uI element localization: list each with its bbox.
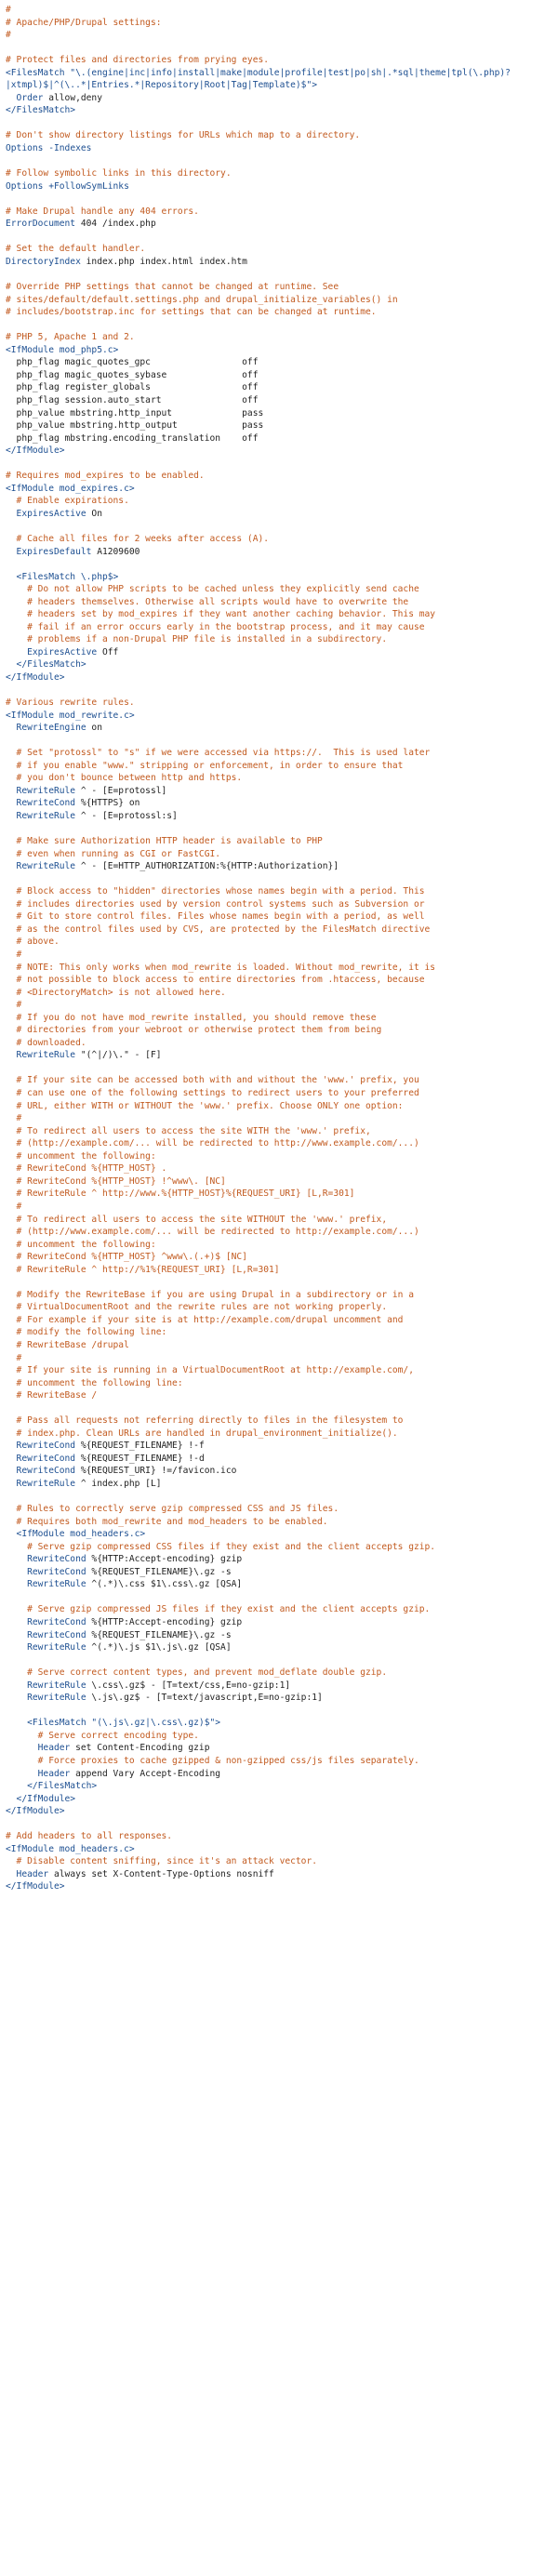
directive-arguments: %{REQUEST_FILENAME} !-d (75, 1453, 205, 1464)
directive-line (6, 1641, 552, 1654)
directive-keyword: RewriteCond (6, 1441, 76, 1452)
comment-line: # If your site is running in a VirtualDocumentRoot at http://example.com/, (6, 1365, 414, 1376)
directive-keyword: Options (6, 180, 44, 192)
blank-line (6, 684, 552, 697)
tag-line: <FilesMatch "\.(engine|inc|info|install|make|module|profile|test|po|sh|.*sql|theme|tpl(\.php)? (6, 67, 511, 78)
php-setting-line: php_flag mbstring.encoding_translation off (6, 432, 259, 444)
directive-arguments: ^(.*)\.js $1\.js\.gz [QSA] (86, 1642, 232, 1653)
directive-keyword: Header (6, 1743, 71, 1754)
directive-arguments: %{HTTPS} on (75, 798, 140, 809)
comment-line: # Add headers to all responses. (6, 1831, 173, 1842)
blank-line (6, 231, 552, 244)
comment-line: # (6, 1000, 22, 1011)
comment-line: # RewriteBase /drupal (6, 1339, 129, 1350)
directive-arguments: ^ - [E=HTTP_AUTHORIZATION:%{HTTP:Authorization}] (75, 861, 339, 872)
directive-keyword: RewriteRule (6, 1693, 86, 1704)
directive-keyword: DirectoryIndex (6, 256, 81, 267)
directive-keyword: RewriteCond (6, 1466, 76, 1477)
comment-line: # headers themselves. Otherwise all scripts would have to overwrite the (6, 596, 409, 607)
directive-arguments: ^ - [E=protossl:s] (75, 811, 178, 821)
comment-line: # index.php. Clean URLs are handled in drupal_environment_initialize(). (6, 1427, 398, 1439)
comment-line: # Requires mod_expires to be enabled. (6, 471, 205, 482)
php-setting-line: php_flag session.auto_start off (6, 394, 259, 405)
blank-line (6, 1818, 552, 1831)
blank-line (6, 458, 552, 471)
directive-keyword: RewriteRule (6, 1680, 86, 1691)
directive-line (6, 1465, 552, 1478)
comment-line: # Override PHP settings that cannot be changed at runtime. See (6, 282, 339, 293)
directive-line (6, 646, 552, 659)
comment-line: # (6, 30, 11, 41)
directive-line (6, 722, 552, 735)
comment-line: # Serve correct encoding type. (6, 1730, 199, 1741)
directive-line (6, 142, 552, 155)
directive-arguments: ^(.*)\.css $1\.css\.gz [QSA] (86, 1579, 243, 1590)
blank-line (6, 268, 552, 281)
directive-keyword: Order (6, 92, 44, 103)
directive-arguments: %{REQUEST_FILENAME}\.gz -s (86, 1566, 232, 1577)
directive-arguments: append Vary Accept-Encoding (70, 1768, 221, 1779)
blank-line (6, 42, 552, 55)
directive-keyword: RewriteRule (6, 811, 76, 821)
directive-line (6, 218, 552, 231)
comment-line: # Force proxies to cache gzipped & non-gzipped css/js files separately. (6, 1756, 419, 1767)
directive-arguments: %{REQUEST_FILENAME} !-f (75, 1441, 205, 1452)
comment-line: # RewriteCond %{HTTP_HOST} !^www\. [NC] (6, 1175, 226, 1187)
directive-arguments: Off (97, 646, 119, 657)
directive-arguments: +FollowSymLinks (43, 180, 129, 192)
comment-line: # To redirect all users to access the site WITHOUT the 'www.' prefix, (6, 1214, 388, 1225)
directive-arguments: A1209600 (91, 546, 140, 557)
comment-line: # Apache/PHP/Drupal settings: (6, 17, 162, 28)
directive-keyword: RewriteRule (6, 1579, 86, 1590)
php-setting-line: php_value mbstring.http_input pass (6, 407, 264, 418)
directive-arguments: -Indexes (43, 143, 92, 154)
comment-line: # Set the default handler. (6, 244, 146, 255)
comment-line: # Follow symbolic links in this directory. (6, 168, 232, 179)
comment-line: # (http://www.example.com/... will be redirected to http://example.com/...) (6, 1227, 419, 1238)
directive-line (6, 1566, 552, 1579)
directive-keyword: ErrorDocument (6, 219, 76, 230)
directive-line (6, 860, 552, 873)
directive-arguments: On (86, 508, 102, 519)
comment-line: # modify the following line: (6, 1327, 167, 1338)
directive-arguments: set Content-Encoding gzip (70, 1743, 210, 1754)
comment-line: # Do not allow PHP scripts to be cached unless they explicitly send cache (6, 584, 419, 595)
comment-line: # if you enable "www." stripping or enforcement, in order to ensure that (6, 760, 404, 771)
directive-keyword: ExpiresActive (6, 508, 86, 519)
directive-arguments: 404 /index.php (75, 219, 156, 230)
directive-line (6, 785, 552, 798)
directive-keyword: RewriteRule (6, 1642, 86, 1653)
directive-line (6, 1578, 552, 1591)
comment-line: # Git to store control files. Files whose names begin with a period, as well (6, 911, 425, 923)
blank-line (6, 1654, 552, 1667)
comment-line: # Protect files and directories from prying eyes. (6, 55, 270, 66)
directive-arguments: %{HTTP:Accept-encoding} gzip (86, 1617, 243, 1627)
php-setting-line: php_flag magic_quotes_gpc off (6, 357, 259, 368)
directive-line (6, 508, 552, 521)
directive-line (6, 546, 552, 559)
comment-line: # Serve gzip compressed CSS files if they exist and the client accepts gzip. (6, 1541, 436, 1552)
directive-line (6, 1049, 552, 1062)
blank-line (6, 1402, 552, 1415)
blank-line (6, 1705, 552, 1718)
directive-arguments: ^ index.php [L] (75, 1478, 162, 1489)
comment-line: # downloaded. (6, 1037, 86, 1048)
comment-line: # Enable expirations. (6, 496, 129, 507)
directive-keyword: RewriteCond (6, 1453, 76, 1464)
directive-line (6, 180, 552, 193)
tag-line: </IfModule> (6, 1881, 65, 1892)
comment-line: # (http://example.com/... will be redirected to http://www.example.com/...) (6, 1138, 419, 1149)
blank-line (6, 155, 552, 168)
directive-keyword: Header (6, 1768, 71, 1779)
comment-line: # Block access to "hidden" directories whose names begin with a period. This (6, 886, 425, 897)
php-setting-line: php_value mbstring.http_output pass (6, 420, 264, 432)
comment-line: # sites/default/default.settings.php and drupal_initialize_variables() in (6, 294, 398, 305)
comment-line: # (6, 949, 22, 961)
comment-line: # RewriteCond %{HTTP_HOST} . (16, 1163, 167, 1175)
directive-line (6, 797, 552, 810)
directive-arguments: "(^|/)\." - [F] (75, 1050, 162, 1061)
directive-keyword: ExpiresActive (6, 646, 98, 657)
tag-line: </IfModule> (6, 1806, 65, 1817)
directive-line (6, 1680, 552, 1693)
directive-keyword: RewriteRule (6, 861, 76, 872)
comment-line: # PHP 5, Apache 1 and 2. (6, 332, 135, 343)
comment-line: # uncomment the following: (6, 1150, 156, 1162)
directive-line (6, 1692, 552, 1705)
comment-line: # (6, 5, 11, 15)
tag-line: <IfModule mod_headers.c> (6, 1529, 146, 1540)
comment-line: # Rules to correctly serve gzip compressed CSS and JS files. (6, 1504, 339, 1515)
directive-arguments: allow,deny (43, 92, 102, 103)
directive-keyword: RewriteCond (6, 1566, 86, 1577)
directive-keyword: RewriteRule (6, 785, 76, 796)
directive-keyword: RewriteEngine (6, 723, 86, 734)
directive-arguments: \.js\.gz$ - [T=text/javascript,E=no-gzip:1] (86, 1693, 323, 1704)
directive-line (6, 1742, 552, 1755)
comment-line: # (6, 1201, 22, 1212)
directive-keyword: RewriteRule (6, 1478, 76, 1489)
tag-line: <IfModule mod_headers.c> (6, 1843, 135, 1854)
comment-line: # <DirectoryMatch> is not allowed here. (6, 987, 226, 998)
php-setting-line: php_flag magic_quotes_sybase off (6, 369, 259, 380)
comment-line: # RewriteBase / (6, 1390, 98, 1401)
directive-arguments: always set X-Content-Type-Options nosniff (48, 1868, 274, 1879)
comment-line: # Don't show directory listings for URLs which map to a directory. (6, 130, 361, 141)
comment-line: # Modify the RewriteBase if you are using Drupal in a subdirectory or in a (6, 1289, 414, 1300)
directive-line (6, 1868, 552, 1881)
directive-line (6, 1440, 552, 1453)
directive-keyword: RewriteCond (6, 1617, 86, 1627)
blank-line (6, 319, 552, 332)
tag-line: <IfModule mod_rewrite.c> (6, 710, 135, 721)
comment-line: # VirtualDocumentRoot and the rewrite rules are not working properly. (6, 1302, 388, 1313)
comment-line: # (6, 1113, 22, 1124)
directive-line (6, 810, 552, 823)
directive-keyword: ExpiresDefault (6, 546, 92, 557)
tag-line: </IfModule> (6, 1793, 76, 1804)
comment-line: # Pass all requests not referring directly to files in the filesystem to (6, 1415, 404, 1427)
comment-line: # you don't bounce between http and https. (6, 773, 243, 784)
blank-line (6, 1062, 552, 1075)
directive-line (6, 1553, 552, 1566)
directive-arguments: %{REQUEST_URI} !=/favicon.ico (75, 1466, 237, 1477)
comment-line: # fail if an error occurs early in the bootstrap process, and it may cause (6, 621, 425, 632)
blank-line (6, 520, 552, 533)
comment-line: # uncomment the following: (6, 1239, 156, 1250)
directive-arguments: %{REQUEST_FILENAME}\.gz -s (86, 1629, 232, 1640)
tag-line: </FilesMatch> (6, 1781, 98, 1792)
comment-line: # even when running as CGI or FastCGI. (6, 848, 221, 859)
directive-keyword: Header (6, 1868, 49, 1879)
directive-line (6, 1478, 552, 1491)
php-setting-line: php_flag register_globals off (6, 382, 259, 393)
directive-keyword: RewriteRule (6, 1050, 76, 1061)
blank-line (6, 117, 552, 130)
comment-line: # NOTE: This only works when mod_rewrite is loaded. Without mod_rewrite, it is (6, 962, 436, 973)
tag-line: <IfModule mod_php5.c> (6, 344, 119, 355)
tag-line: |xtmpl)$|^(\..*|Entries.*|Repository|Root|Tag|Template)$"> (6, 80, 318, 91)
tag-line: </FilesMatch> (6, 105, 76, 116)
comment-line: # Various rewrite rules. (6, 697, 135, 709)
tag-line: <FilesMatch "(\.js\.gz|\.css\.gz)$"> (6, 1718, 221, 1729)
comment-line: # RewriteRule ^ http://www.%{HTTP_HOST}%{REQUEST_URI} [L,R=301] (6, 1188, 355, 1200)
directive-arguments: %{HTTP:Accept-encoding} gzip (86, 1554, 243, 1565)
comment-line: # If you do not have mod_rewrite installed, you should remove these (6, 1012, 377, 1023)
comment-line: # (6, 1352, 22, 1363)
comment-line: # RewriteRule ^ http://%1%{REQUEST_URI} [L,R=301] (6, 1264, 280, 1275)
comment-line: # problems if a non-Drupal PHP file is installed in a subdirectory. (6, 634, 388, 645)
blank-line (6, 193, 552, 206)
comment-line: # headers set by mod_expires if they want another caching behavior. This may (6, 609, 436, 620)
comment-line: # includes directories used by version control systems such as Subversion or (6, 898, 425, 910)
directive-line (6, 1453, 552, 1466)
comment-line: # Cache all files for 2 weeks after access (A). (6, 533, 270, 544)
blank-line (6, 1491, 552, 1504)
blank-line (6, 1276, 552, 1289)
tag-line: </IfModule> (6, 671, 65, 683)
tag-line: </IfModule> (6, 445, 65, 457)
directive-arguments: \.css\.gz$ - [T=text/css,E=no-gzip:1] (86, 1680, 291, 1691)
comment-line: # Disable content sniffing, since it's an attack vector. (6, 1856, 318, 1867)
comment-line: # as the control files used by CVS, are protected by the FilesMatch directive (6, 923, 431, 935)
directive-keyword: RewriteCond (6, 798, 76, 809)
tag-line: <FilesMatch \.php$> (6, 571, 119, 582)
blank-line (6, 873, 552, 886)
comment-line: # URL, either WITH or WITHOUT the 'www.' prefix. Choose ONLY one option: (6, 1100, 404, 1111)
directive-arguments: on (86, 723, 102, 734)
tag-line: </FilesMatch> (6, 659, 86, 671)
directive-keyword: Options (6, 143, 44, 154)
comment-line: # Make Drupal handle any 404 errors. (6, 206, 199, 217)
comment-line: # Serve correct content types, and prevent mod_deflate double gzip. (6, 1667, 388, 1679)
blank-line (6, 823, 552, 836)
directive-line (6, 1616, 552, 1629)
comment-line: # can use one of the following settings to redirect users to your preferred (6, 1088, 419, 1099)
directive-line (6, 1768, 552, 1781)
directive-keyword: RewriteCond (6, 1629, 86, 1640)
blank-line (6, 558, 552, 571)
comment-line: # For example if your site is at http://example.com/drupal uncomment and (6, 1314, 404, 1325)
comment-line: # directories from your webroot or otherwise protect them from being (6, 1025, 382, 1036)
blank-line (6, 1591, 552, 1604)
comment-line: # To redirect all users to access the site WITH the 'www.' prefix, (6, 1125, 371, 1136)
blank-line (6, 735, 552, 748)
comment-line: # RewriteCond %{HTTP_HOST} ^www\.(.+)$ [NC] (6, 1252, 247, 1263)
directive-keyword: RewriteCond (6, 1554, 86, 1565)
comment-line: # uncomment the following line: (6, 1377, 183, 1388)
tag-line: <IfModule mod_expires.c> (6, 483, 135, 494)
comment-line: # above. (6, 936, 60, 948)
comment-line: # If your site can be accessed both with and without the 'www.' prefix, you (6, 1075, 419, 1086)
directive-line (6, 256, 552, 269)
directive-line (6, 92, 552, 105)
comment-line: # not possible to block access to entire directories from .htaccess, because (6, 975, 425, 986)
comment-line: # Make sure Authorization HTTP header is available to PHP (6, 836, 323, 847)
comment-line: # includes/bootstrap.inc for settings that can be changed at runtime. (6, 307, 377, 318)
comment-line: # Set "protossl" to "s" if we were accessed via https://. This is used later (6, 748, 431, 759)
directive-arguments: index.php index.html index.htm (80, 256, 247, 267)
comment-line: # Requires both mod_rewrite and mod_headers to be enabled. (6, 1516, 328, 1527)
directive-arguments: ^ - [E=protossl] (75, 785, 167, 796)
directive-line (6, 1629, 552, 1642)
comment-line: # Serve gzip compressed JS files if they exist and the client accepts gzip. (6, 1604, 431, 1615)
